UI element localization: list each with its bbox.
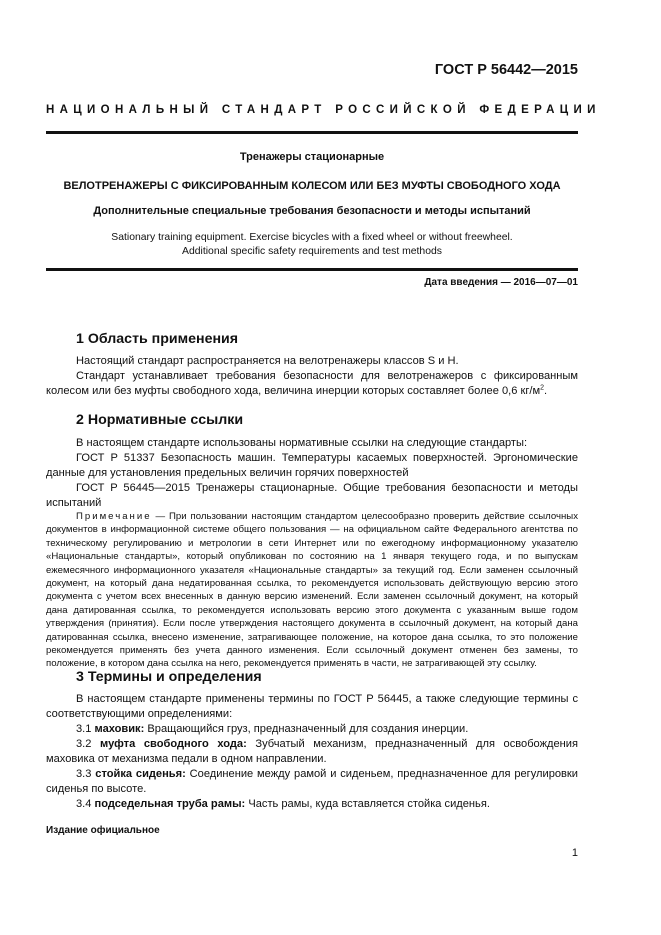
section-2-reference-1: ГОСТ Р 51337 Безопасность машин. Температуры касаемых поверхностей. Эргономические данные для установления предельных величин горячих поверхностей (46, 452, 578, 480)
term-definition: Вращающийся груз, предназначенный для создания инерции. (144, 723, 469, 735)
section-1-paragraph-1: Настоящий стандарт распространяется на велотренажеры классов S и H. (76, 355, 459, 367)
national-standard-banner: НАЦИОНАЛЬНЫЙ СТАНДАРТ РОССИЙСКОЙ ФЕДЕРАЦИИ (46, 104, 601, 116)
term-name: стойка сиденья: (95, 768, 186, 780)
page-number: 1 (571, 847, 578, 859)
term-3-1 (46, 722, 578, 737)
term-number: 3.3 (76, 768, 96, 780)
term-3-2 (46, 737, 578, 768)
title-line-2: ВЕЛОТРЕНАЖЕРЫ С ФИКСИРОВАННЫМ КОЛЕСОМ ИЛИ БЕЗ МУФТЫ СВОБОДНОГО ХОДА (63, 180, 561, 192)
term-name: муфта свободного хода: (100, 738, 247, 750)
section-2-paragraph-1: В настоящем стандарте использованы нормативные ссылки на следующие стандарты: (76, 437, 528, 449)
term-definition: Соединение между рамой и сиденьем, предназначенное для регулировки сиденья по высоте. (46, 768, 578, 796)
superscript-2: 2 (540, 384, 544, 392)
section-2-note (46, 510, 578, 671)
section-1-paragraph-2 (46, 369, 578, 400)
note-label: Примечание (76, 511, 152, 522)
section-3-paragraph-1: В настоящем стандарте применены термины по ГОСТ Р 56445, а также следующие термины с соответствующими определениями: (46, 693, 578, 721)
period: . (544, 385, 548, 398)
term-definition: Часть рамы, куда вставляется стойка сиденья. (245, 798, 490, 810)
term-definition: Зубчатый механизм, предназначенный для освобождения маховика от механизма педали в одном направлении. (46, 738, 579, 766)
gost-number: ГОСТ Р 56442—2015 (434, 62, 578, 78)
section-2-reference-2: ГОСТ Р 56445—2015 Тренажеры стационарные. Общие требования безопасности и методы испытаний (46, 482, 578, 510)
title-line-3: Дополнительные специальные требования безопасности и методы испытаний (93, 205, 531, 217)
term-3-4 (46, 797, 578, 812)
english-title-line-2: Additional specific safety requirements and test methods (182, 246, 442, 257)
term-3-3 (46, 767, 578, 798)
section-3-heading: 3 Термины и определения (76, 669, 262, 685)
top-rule (46, 131, 578, 134)
term-number: 3.2 (76, 738, 101, 750)
term-number: 3.4 (76, 798, 95, 810)
term-name: маховик: (94, 723, 145, 735)
section-1-paragraph-2-text: Стандарт устанавливает требования безопасности для велотренажеров с фиксированным колесом или без муфты свободного хода, величина инерции которых составляет более 0,6 кг/м (46, 370, 578, 398)
section-1-heading: 1 Область применения (76, 331, 239, 347)
english-title (46, 231, 578, 259)
term-number: 3.1 (76, 723, 95, 735)
term-name: подседельная труба рамы: (94, 798, 246, 810)
note-text: — При пользовании настоящим стандартом целесообразно проверить действие ссылочных документов в информационной системе общего пользования — на официальном сайте Федерального агентства по техническому регулированию и метрологии в сети Интернет или по ежегодному информационному указателю «Национальные стандарты», который опубликован по состоянию на 1 января текущего года, и по выпускам ежемесячного информационного указателя «Национальные стандарты» за текущий год. Если заменен ссылочный документ, на который дана недатированная ссылка, то рекомендуется использовать действующую версию этого документа с учетом всех внесенных в данную версию изменений. Если заменен ссылочный документ, на который дана датированная ссылка, то рекомендуется использовать версию этого документа с указанным выше годом утверждения (принятия). Если после утверждения настоящего документа в ссылочный документ, на который дана датированная ссылка, внесено изменение, затрагивающее положение, на которое дана ссылка, то это положение рекомендуется применять без учета данного изменения. Если ссылочный документ отменен без замены, то положение, в котором дана ссылка на него, рекомендуется применять в части, не затрагивающей эту ссылку. (46, 511, 578, 670)
title-line-1: Тренажеры стационарные (239, 151, 385, 163)
english-title-line-1: Sationary training equipment. Exercise bicycles with a fixed wheel or without freewheel. (111, 232, 513, 243)
edition-note: Издание официальное (46, 825, 160, 836)
bottom-title-rule (46, 268, 578, 271)
section-2-heading: 2 Нормативные ссылки (76, 412, 244, 428)
intro-date: Дата введения — 2016—07—01 (424, 277, 578, 288)
